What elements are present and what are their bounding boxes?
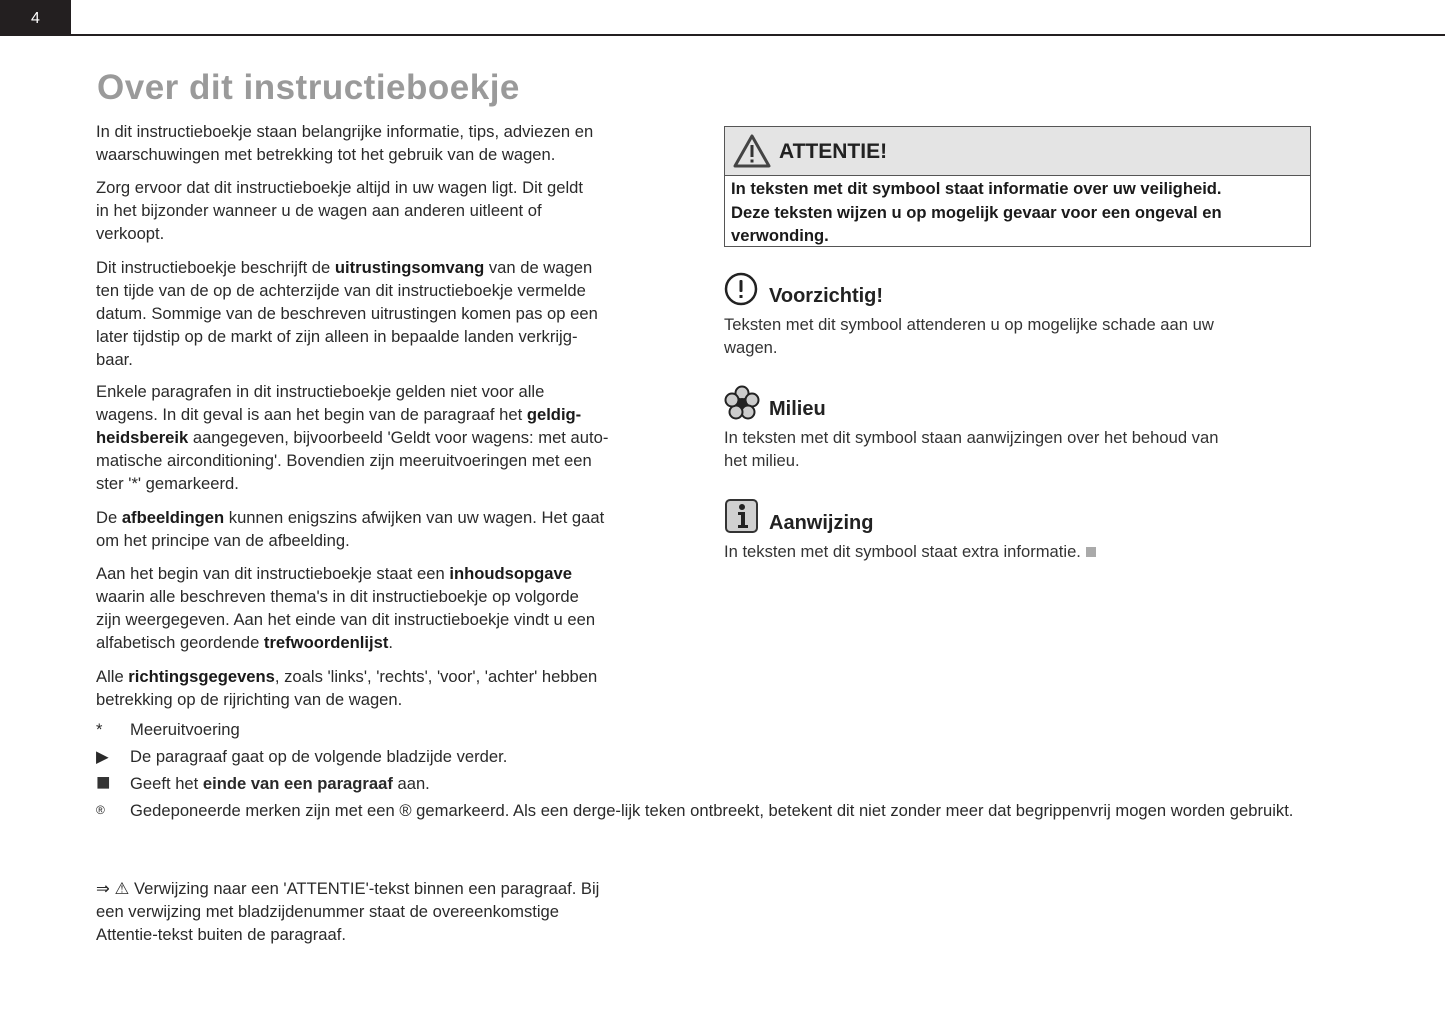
text-line	[96, 449, 608, 472]
text-line	[96, 585, 595, 608]
text-line	[1090, 801, 1294, 820]
text-segment: om het principe van de afbeelding.	[96, 531, 350, 550]
paragraph	[96, 562, 595, 654]
text-line	[96, 279, 598, 302]
bold-term: inhoudsopgave	[449, 564, 572, 583]
text-line	[621, 801, 1090, 820]
text-line: het milieu.	[724, 451, 800, 470]
page-number: 4	[0, 0, 71, 36]
text-segment: In dit instructieboekje staan belangrijke informatie, tips, adviezen en	[96, 122, 594, 141]
text-segment: Attentie-tekst buiten de paragraaf.	[96, 925, 346, 944]
legend-text	[130, 745, 507, 768]
text-segment: ster '*' gemarkeerd.	[96, 474, 239, 493]
paragraph	[96, 256, 598, 371]
text-line	[96, 472, 608, 495]
text-segment: datum. Sommige van de beschreven uitrustingen komen pas op een	[96, 304, 598, 323]
text-segment: Geeft het	[130, 774, 203, 793]
text-segment: kunnen enigszins afwijken van uw wagen. Het gaat	[224, 508, 605, 527]
bold-term: geldig-	[526, 405, 582, 424]
text-line	[96, 426, 608, 449]
legend-marker-icon: ▶	[96, 747, 109, 766]
text-segment: betrekking op de rijrichting van de wagen.	[96, 690, 403, 709]
text-line	[96, 348, 598, 371]
bold-term: trefwoordenlijst	[263, 633, 389, 652]
text-line	[96, 143, 593, 166]
legend-marker-icon: *	[96, 720, 103, 739]
text-segment: Alle	[96, 667, 129, 686]
paragraph	[96, 120, 593, 166]
text-segment: verkoopt.	[96, 224, 165, 243]
text-segment: later tijdstip op de markt of zijn alleen in bepaalde landen verkrijg-	[96, 327, 578, 346]
text-segment: ⇒ ⚠ Verwijzing naar een 'ATTENTIE'-tekst binnen een paragraaf. Bij	[96, 879, 600, 898]
page-title: Over dit instructieboekje	[97, 68, 520, 107]
text-line: verwonding.	[731, 226, 829, 245]
text-segment: Aan het begin van dit instructieboekje staat een	[96, 564, 450, 583]
text-line	[96, 562, 595, 585]
text-segment: waarin alle beschreven thema's in dit instructieboekje op volgorde	[96, 587, 579, 606]
text-line	[96, 688, 597, 711]
text-segment: Meeruitvoering	[130, 720, 240, 739]
text-line	[130, 747, 507, 766]
text-line	[96, 877, 599, 900]
paragraph	[96, 506, 604, 552]
end-of-section-icon	[1086, 547, 1096, 557]
text-line	[96, 120, 593, 143]
text-segment: een verwijzing met bladzijdenummer staat de overeenkomstige	[96, 902, 560, 921]
text-line	[96, 403, 608, 426]
bold-term: richtingsgegevens	[128, 667, 275, 686]
text-line	[96, 900, 599, 923]
paragraph	[96, 380, 608, 495]
milieu-text	[724, 426, 1218, 472]
text-segment: De	[96, 508, 122, 527]
text-line	[96, 176, 583, 199]
attentie-box	[724, 126, 1311, 247]
aanwijzing-text	[724, 540, 1096, 563]
legend-text	[130, 718, 240, 741]
legend-text	[130, 772, 430, 795]
attentie-title: ATTENTIE!	[779, 140, 888, 163]
paragraph	[96, 176, 583, 245]
text-segment: waarschuwingen met betrekking tot het gebruik van de wagen.	[96, 145, 556, 164]
text-segment: Enkele paragrafen in dit instructieboekje gelden niet voor alle	[96, 382, 545, 401]
bold-term: afbeeldingen	[121, 508, 225, 527]
info-icon	[724, 498, 760, 534]
text-segment: alfabetisch geordende	[96, 633, 264, 652]
text-line	[130, 774, 430, 793]
text-line	[96, 631, 595, 654]
text-line: wagen.	[724, 338, 778, 357]
attentie-text	[725, 176, 1310, 249]
text-segment: , zoals 'links', 'rechts', 'voor', 'achter' hebben	[274, 667, 598, 686]
text-segment: wagens. In dit geval is aan het begin van de paragraaf het	[96, 405, 527, 424]
text-line	[96, 222, 583, 245]
text-line	[96, 199, 583, 222]
legend-marker-icon: ®	[96, 803, 105, 817]
text-segment: Dit instructieboekje beschrijft de	[96, 258, 335, 277]
warning-triangle-icon	[732, 133, 772, 169]
text-line	[96, 380, 608, 403]
text-line	[96, 608, 595, 631]
bold-term: uitrustingsomvang	[334, 258, 485, 277]
text-line	[96, 506, 604, 529]
text-line: Deze teksten wijzen u op mogelijk gevaar voor een ongeval en	[731, 202, 1222, 222]
paragraph	[96, 665, 597, 711]
bold-term: einde van een paragraaf	[202, 774, 393, 793]
text-segment: aangegeven, bijvoorbeeld 'Geldt voor wagens: met auto-	[188, 428, 609, 447]
text-line: In teksten met dit symbool staat informatie over uw veiligheid.	[731, 179, 1222, 198]
legend-marker-icon: ■	[96, 769, 111, 796]
aanwijzing-title: Aanwijzing	[769, 512, 874, 534]
text-segment: De paragraaf gaat op de volgende bladzijde verder.	[130, 747, 508, 766]
milieu-title: Milieu	[769, 398, 826, 420]
caution-circle-icon	[724, 272, 760, 308]
text-segment: vrij mogen worden gebruikt.	[1089, 801, 1294, 820]
text-segment: baar.	[96, 350, 133, 369]
text-line	[96, 665, 597, 688]
header-rule	[71, 34, 1445, 36]
text-segment: aan.	[392, 774, 430, 793]
text-line	[96, 923, 599, 946]
voorzichtig-title: Voorzichtig!	[769, 285, 884, 307]
text-segment: in het bijzonder wanneer u de wagen aan anderen uitleent of	[96, 201, 542, 220]
text-segment: zijn weergegeven. Aan het einde van dit instructieboekje vindt u een	[96, 610, 596, 629]
text-line: In teksten met dit symbool staan aanwijzingen over het behoud van	[724, 428, 1219, 447]
text-line	[96, 529, 604, 552]
text-segment: lijk teken ontbreekt, betekent dit niet zonder meer dat begrippen	[620, 801, 1090, 820]
text-line	[96, 302, 598, 325]
text-line: Teksten met dit symbool attenderen u op mogelijke schade aan uw	[724, 315, 1214, 334]
text-line	[130, 801, 621, 820]
voorzichtig-text	[724, 313, 1214, 359]
flower-environment-icon	[724, 385, 760, 421]
text-line	[96, 325, 598, 348]
text-line	[130, 720, 240, 739]
text-line	[96, 256, 598, 279]
attentie-header	[725, 127, 1310, 176]
text-segment: van de wagen	[484, 258, 593, 277]
bold-term: heidsbereik	[96, 428, 189, 447]
paragraph	[96, 877, 599, 946]
text-segment: Zorg ervoor dat dit instructieboekje altijd in uw wagen ligt. Dit geldt	[96, 178, 583, 197]
text-segment: ten tijde van de op de achterzijde van dit instructieboekje vermelde	[96, 281, 586, 300]
text-segment: Gedeponeerde merken zijn met een ® gemarkeerd. Als een derge-	[130, 801, 621, 820]
text-line: In teksten met dit symbool staat extra informatie.	[724, 542, 1081, 561]
legend-text	[130, 799, 1293, 822]
text-segment: .	[388, 633, 394, 652]
text-segment: matische airconditioning'. Bovendien zijn meeruitvoeringen met een	[96, 451, 592, 470]
